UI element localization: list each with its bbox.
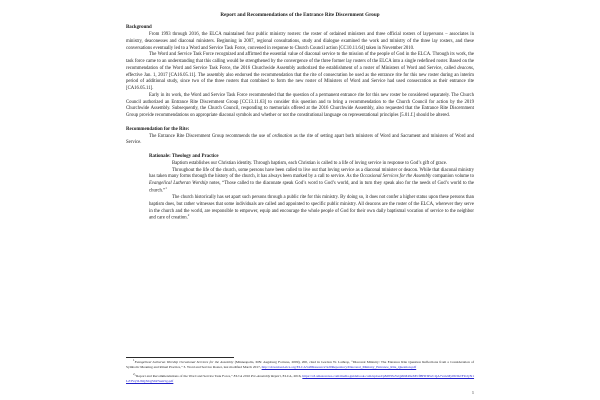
section-heading-background: Background <box>126 25 152 31</box>
recommendation-paragraph <box>126 134 474 147</box>
footnote-1-text: (Minneapolis, MN: Augsburg Fortress, 2009), 200, cited in Gordon W. Lathrop, “Diaconal Ministry: The Entrance Rite Question Reflections from a Consideration of Symbolic Meaning and Ritual Practice,” 3. Word and Service Roster, last modified March 2017, <box>126 360 474 370</box>
footnote-2-link[interactable]: https://s3.amazonaws.com/media.guidebook.com/upload/p8d835s5vQ2hM49eXEvfBHJ3PwCQA7vsGMyJPrD2/FU2yN1LZ3Vq5L8iQXJqjS6Z5szn5g.pdf <box>126 373 475 383</box>
rationale-paragraph-2-post: notes, “Those called to the diaconate speak God’s word to God’s world, and in turn they speak also for the needs of God’s world to the church.” <box>149 181 474 194</box>
rationale-paragraph-3-text: The church historically has set apart such persons through a public rite for this ministry. By doing so, it does not confer a higher status upon these persons than baptism does, but rather witnesses that some individuals are called and appointed to specific public ministry. All deacons are the roster of the ELCA, wherever they serve in the church and the world, are responsible to empower, equip and encourage the whole people of God for their own daily baptismal vocation of service to the neighbor and care of creation. <box>149 195 474 222</box>
recommendation-paragraph-italic: ordination <box>272 133 293 139</box>
footnote-marker-1: 1 <box>165 185 167 190</box>
footnote-marker-2: 2 <box>187 213 190 218</box>
footnote-2-marker: 2 <box>133 371 135 376</box>
page-number: 1 <box>471 390 474 395</box>
footnote-separator <box>126 357 234 358</box>
footnote-1-italic: Evangelical Lutheran Worship Occasional Services for the Assembly <box>134 360 234 365</box>
sub-heading-rationale: Rationale: Theology and Practice <box>149 154 219 160</box>
section-heading-recommendation: Recommendation for the Rite: <box>126 126 190 132</box>
footnote-2-text-before: “Report and Recommendations of the Word and Service Task Force,” <box>134 373 234 378</box>
background-paragraph-3: Early in its work, the Word and Service Task Force recommended that the question of a permanent entrance rite for this new roster be considered separately. The Church Council authorized an Entrance Rite Discernment Group [CC13.11.63] to consider this question and to bring a recommendation to the Church Council for action by the 2019 Churchwide Assembly. Subsequently, the Church Council, responding to memorials offered at the 2016 Churchwide Assembly, also requested that the Entrance Rite Discernment Group provide recommendations on appropriate diaconal symbols and whether or not the constitutional language on representational principles [5.01.f.] should be altered. <box>126 92 474 119</box>
footnote-1-marker: 1 <box>133 357 135 362</box>
recommendation-paragraph-post: as the rite of setting apart both ministers of Word and Sacrament and ministers of Word and Service. <box>126 133 474 146</box>
footnote-1-link[interactable]: http://download.elca.org/ELCA%20Resource%20Repository/Diaconal_Ministry_Entrance_Rite_Question.pdf <box>261 365 417 370</box>
rationale-paragraph-2-mid: companion volume to <box>431 174 474 180</box>
rationale-paragraph-2-pre: Throughout the life of the church, some persons have been called to live out that loving service as a diaconal minister or deacon. While that diaconal ministry has taken many forms through the history of the church, it has always been marked by a call to service. As the <box>149 167 474 180</box>
recommendation-paragraph-pre: The Entrance Rite Discernment Group recommends the use of <box>149 133 273 139</box>
rationale-paragraph-2-italic-1: Occasional Services for the Assembly <box>359 174 432 180</box>
background-paragraph-2 <box>126 52 474 92</box>
footnote-2-text-after: , ELCA, 2016, <box>280 373 302 378</box>
background-paragraph-2-post: , effective Jan. 1, 2017 [CA16.05.11]. The assembly also endorsed the recommendation that the rite of consecration be used as the entrance rite for this new roster during an interim period of additional study, since two of the three rosters that combined to form the new roster of Ministers of Word and Service had used consecration as their entrance rite [CA16.05.11]. <box>126 65 474 92</box>
rationale-paragraph-2-italic-2: Evangelical Lutheran Worship <box>149 181 208 187</box>
page-title: Report and Recommendations of the Entrance Rite Discernment Group <box>220 12 380 18</box>
background-paragraph-1: From 1993 through 2016, the ELCA maintained four public ministry rosters: the roster of ordained ministers and three official rosters of laypersons – associates in ministry, deaconesses and diaconal ministers. Beginning in 2007, regional consultations, study and dialogue examined the work and ministry of the three lay rosters, and these conversations eventually led to a Word and Service Task Force, convened in response to Church Council action [CC10.11.64] taken in November 2010. <box>126 32 474 51</box>
rationale-paragraph-3 <box>149 195 474 223</box>
rationale-paragraph-2 <box>149 168 474 196</box>
background-paragraph-2-italic: deacons <box>457 65 473 71</box>
footnote-2-italic: ELCA 2016 Pre-Assembly Report <box>233 373 281 378</box>
footnote-1 <box>126 357 474 370</box>
footnote-area <box>126 357 474 384</box>
background-paragraph-2-pre: The Word and Service Task Force recognized and affirmed the essential value of diaconal service to the mission of the people of God in the ELCA. Through its work, the task force came to an understanding that this calling would be strengthened by the convergence of the three former lay rosters of the ELCA into a single redefined roster. Based on the recommendation of the Word and Service Task Force, the 2016 Churchwide Assembly authorized the establishment of a roster of Ministers of Word and Service, called <box>126 52 474 71</box>
footnote-2 <box>126 371 475 384</box>
rationale-paragraph-1: Baptism establishes our Christian identity. Through baptism, each Christian is called to a life of loving service in response to God’s gift of grace. <box>172 161 448 166</box>
